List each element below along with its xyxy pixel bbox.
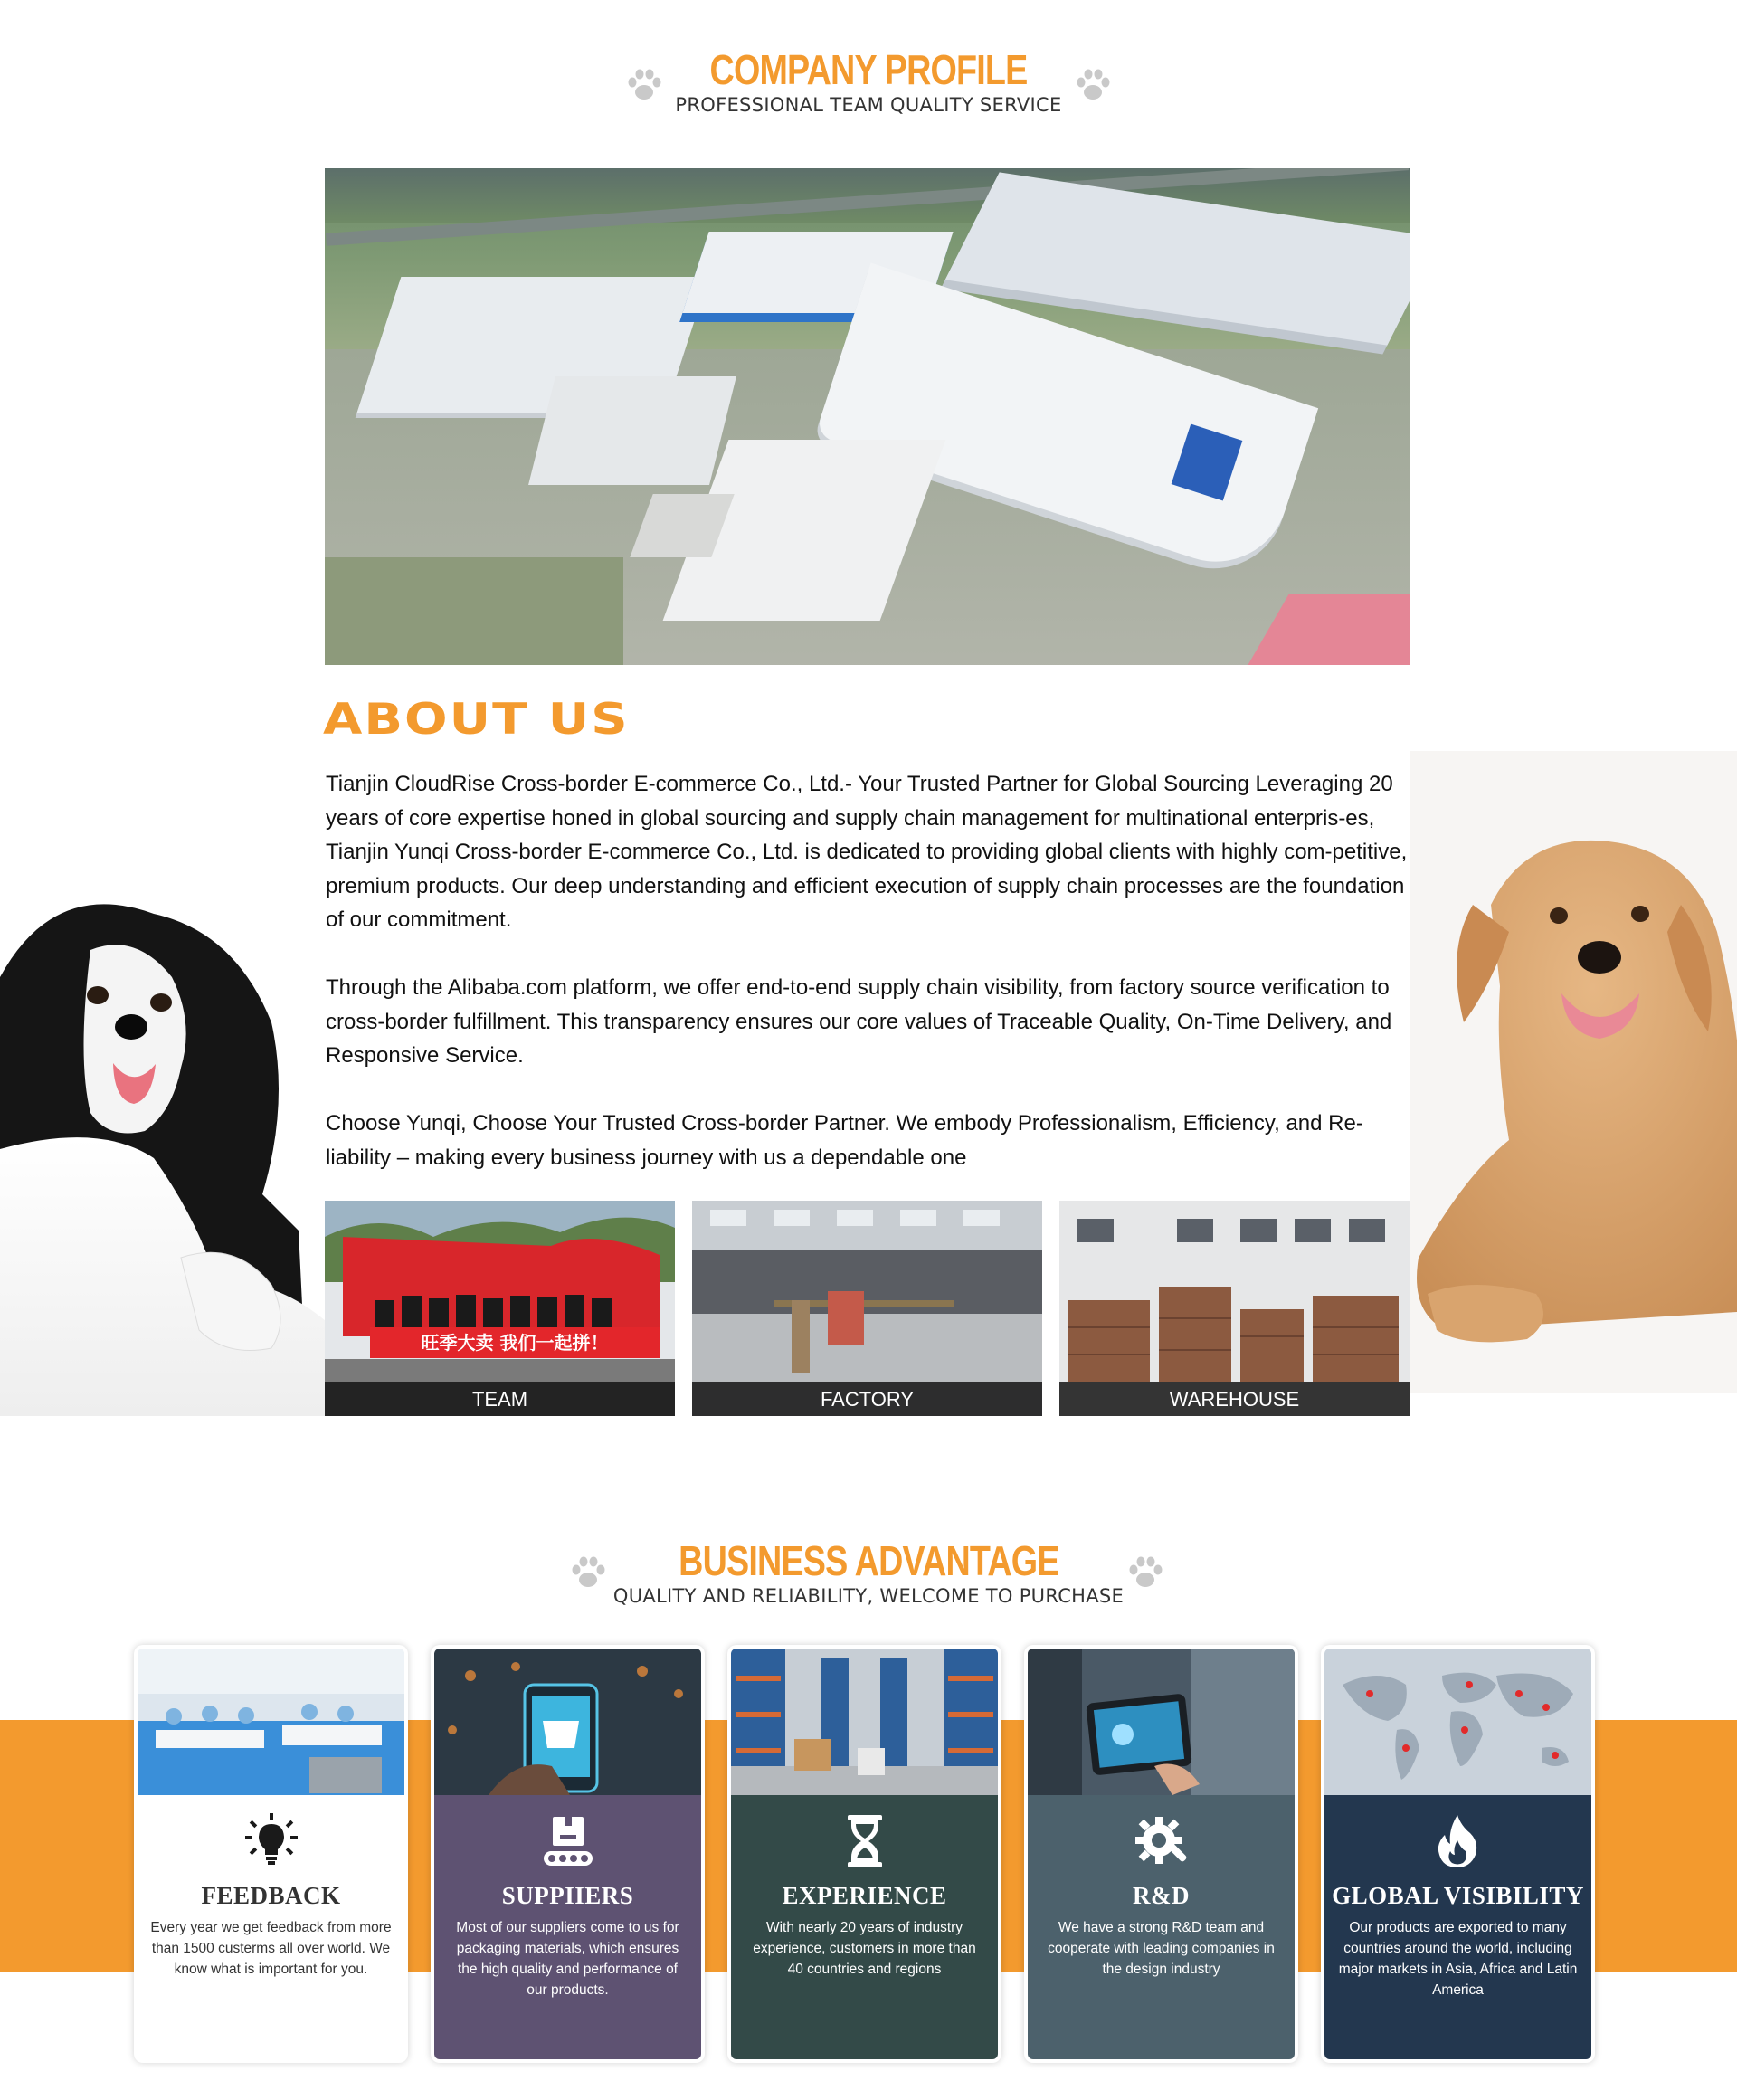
experience-card-body xyxy=(731,1795,998,2059)
business-advantage-heading xyxy=(0,1538,1737,1607)
advantage-card-suppliers xyxy=(431,1645,705,2063)
paw-icon xyxy=(624,67,664,103)
about-paragraph: Tianjin CloudRise Cross-border E-commerce Co., Ltd.- Your Trusted Partner for Global Sourcing Leveraging 20 years of core expertise honed in global sourcing and supply chain management for multinational enterpris-es, Tianjin Yunqi Cross-border E-commerce Co., Ltd. is dedicated to providing global clients with highly com-petitive, premium products. Our deep understanding and efficient execution of supply chain processes are the foundation of our commitment. xyxy=(326,772,1408,932)
golden-retriever-image xyxy=(1410,751,1737,1393)
about-us-text xyxy=(326,767,1411,1209)
feedback-description: Every year we get feedback from more than 1500 custerms all over world. We know what is important for you. xyxy=(150,1920,392,1977)
company-profile-subtitle: PROFESSIONAL TEAM QUALITY SERVICE xyxy=(675,94,1062,116)
about-paragraph: Choose Yunqi, Choose Your Trusted Cross-border Partner. We embody Professionalism, Efficiency, and Re-liability – making every business journey with us a dependable one xyxy=(326,1111,1363,1170)
advantage-card-global-visibility xyxy=(1321,1645,1595,2063)
paw-icon xyxy=(568,1554,608,1591)
suppliers-description: Most of our suppliers come to us for packaging materials, which ensures the high quality and performance of our products. xyxy=(456,1920,679,1998)
feedback-card-body xyxy=(138,1795,404,2059)
global-visibility-description: Our products are exported to many countries around the world, including major markets in Asia, Africa and Latin America xyxy=(1338,1920,1578,1998)
about-paragraph: Through the Alibaba.com platform, we offer end-to-end supply chain visibility, from factory source verification to cross-border fulfillment. This transparency ensures our core values of Traceable Quality, On-Time Delivery, and Responsive Service. xyxy=(326,975,1392,1068)
global-visibility-photo xyxy=(1324,1649,1591,1795)
rnd-photo xyxy=(1028,1649,1295,1795)
business-advantage-subtitle: QUALITY AND RELIABILITY, WELCOME TO PURCHASE xyxy=(612,1585,1125,1607)
factory-photo xyxy=(692,1201,1042,1416)
warehouse-photo xyxy=(1059,1201,1410,1416)
rnd-description: We have a strong R&D team and cooperate with leading companies in the design industry xyxy=(1048,1920,1275,1977)
experience-description: With nearly 20 years of industry experience, customers in more than 40 countries and regions xyxy=(753,1920,976,1977)
about-us-title: ABOUT US xyxy=(323,694,630,745)
feedback-photo xyxy=(138,1649,404,1795)
experience-title: EXPERIENCE xyxy=(782,1882,947,1909)
lightbulb-icon xyxy=(243,1813,299,1869)
suppliers-title: SUPPIIERS xyxy=(501,1882,634,1909)
advantage-card-feedback xyxy=(134,1645,408,2063)
suppliers-photo xyxy=(434,1649,701,1795)
warehouse-caption: WAREHOUSE xyxy=(1059,1382,1410,1416)
factory-aerial-photo xyxy=(325,168,1410,665)
global-visibility-title: GLOBAL VISIBILITY xyxy=(1332,1882,1584,1909)
factory-caption: FACTORY xyxy=(692,1382,1042,1416)
team-photo xyxy=(325,1201,675,1416)
paw-icon xyxy=(1125,1554,1165,1591)
team-banner-text: 旺季大卖 我们一起拼！ xyxy=(421,1332,609,1354)
flame-icon xyxy=(1430,1813,1486,1869)
global-visibility-card-body xyxy=(1324,1795,1591,2059)
company-profile-title: COMPANY PROFILE xyxy=(709,46,1028,93)
company-profile-heading xyxy=(0,47,1737,116)
package-conveyor-icon xyxy=(540,1813,596,1869)
border-collie-image xyxy=(0,896,326,1416)
suppliers-card-body xyxy=(434,1795,701,2059)
paw-icon xyxy=(1073,67,1113,103)
advantage-card-rnd xyxy=(1024,1645,1298,2063)
advantage-card-experience xyxy=(727,1645,1001,2063)
business-advantage-title: BUSINESS ADVANTAGE xyxy=(678,1537,1059,1584)
experience-photo xyxy=(731,1649,998,1795)
rnd-card-body xyxy=(1028,1795,1295,2059)
feedback-title: FEEDBACK xyxy=(201,1882,341,1909)
gear-wrench-icon xyxy=(1134,1813,1190,1869)
hourglass-icon xyxy=(837,1813,893,1869)
team-caption: TEAM xyxy=(325,1382,675,1416)
rnd-title: R&D xyxy=(1133,1882,1190,1909)
